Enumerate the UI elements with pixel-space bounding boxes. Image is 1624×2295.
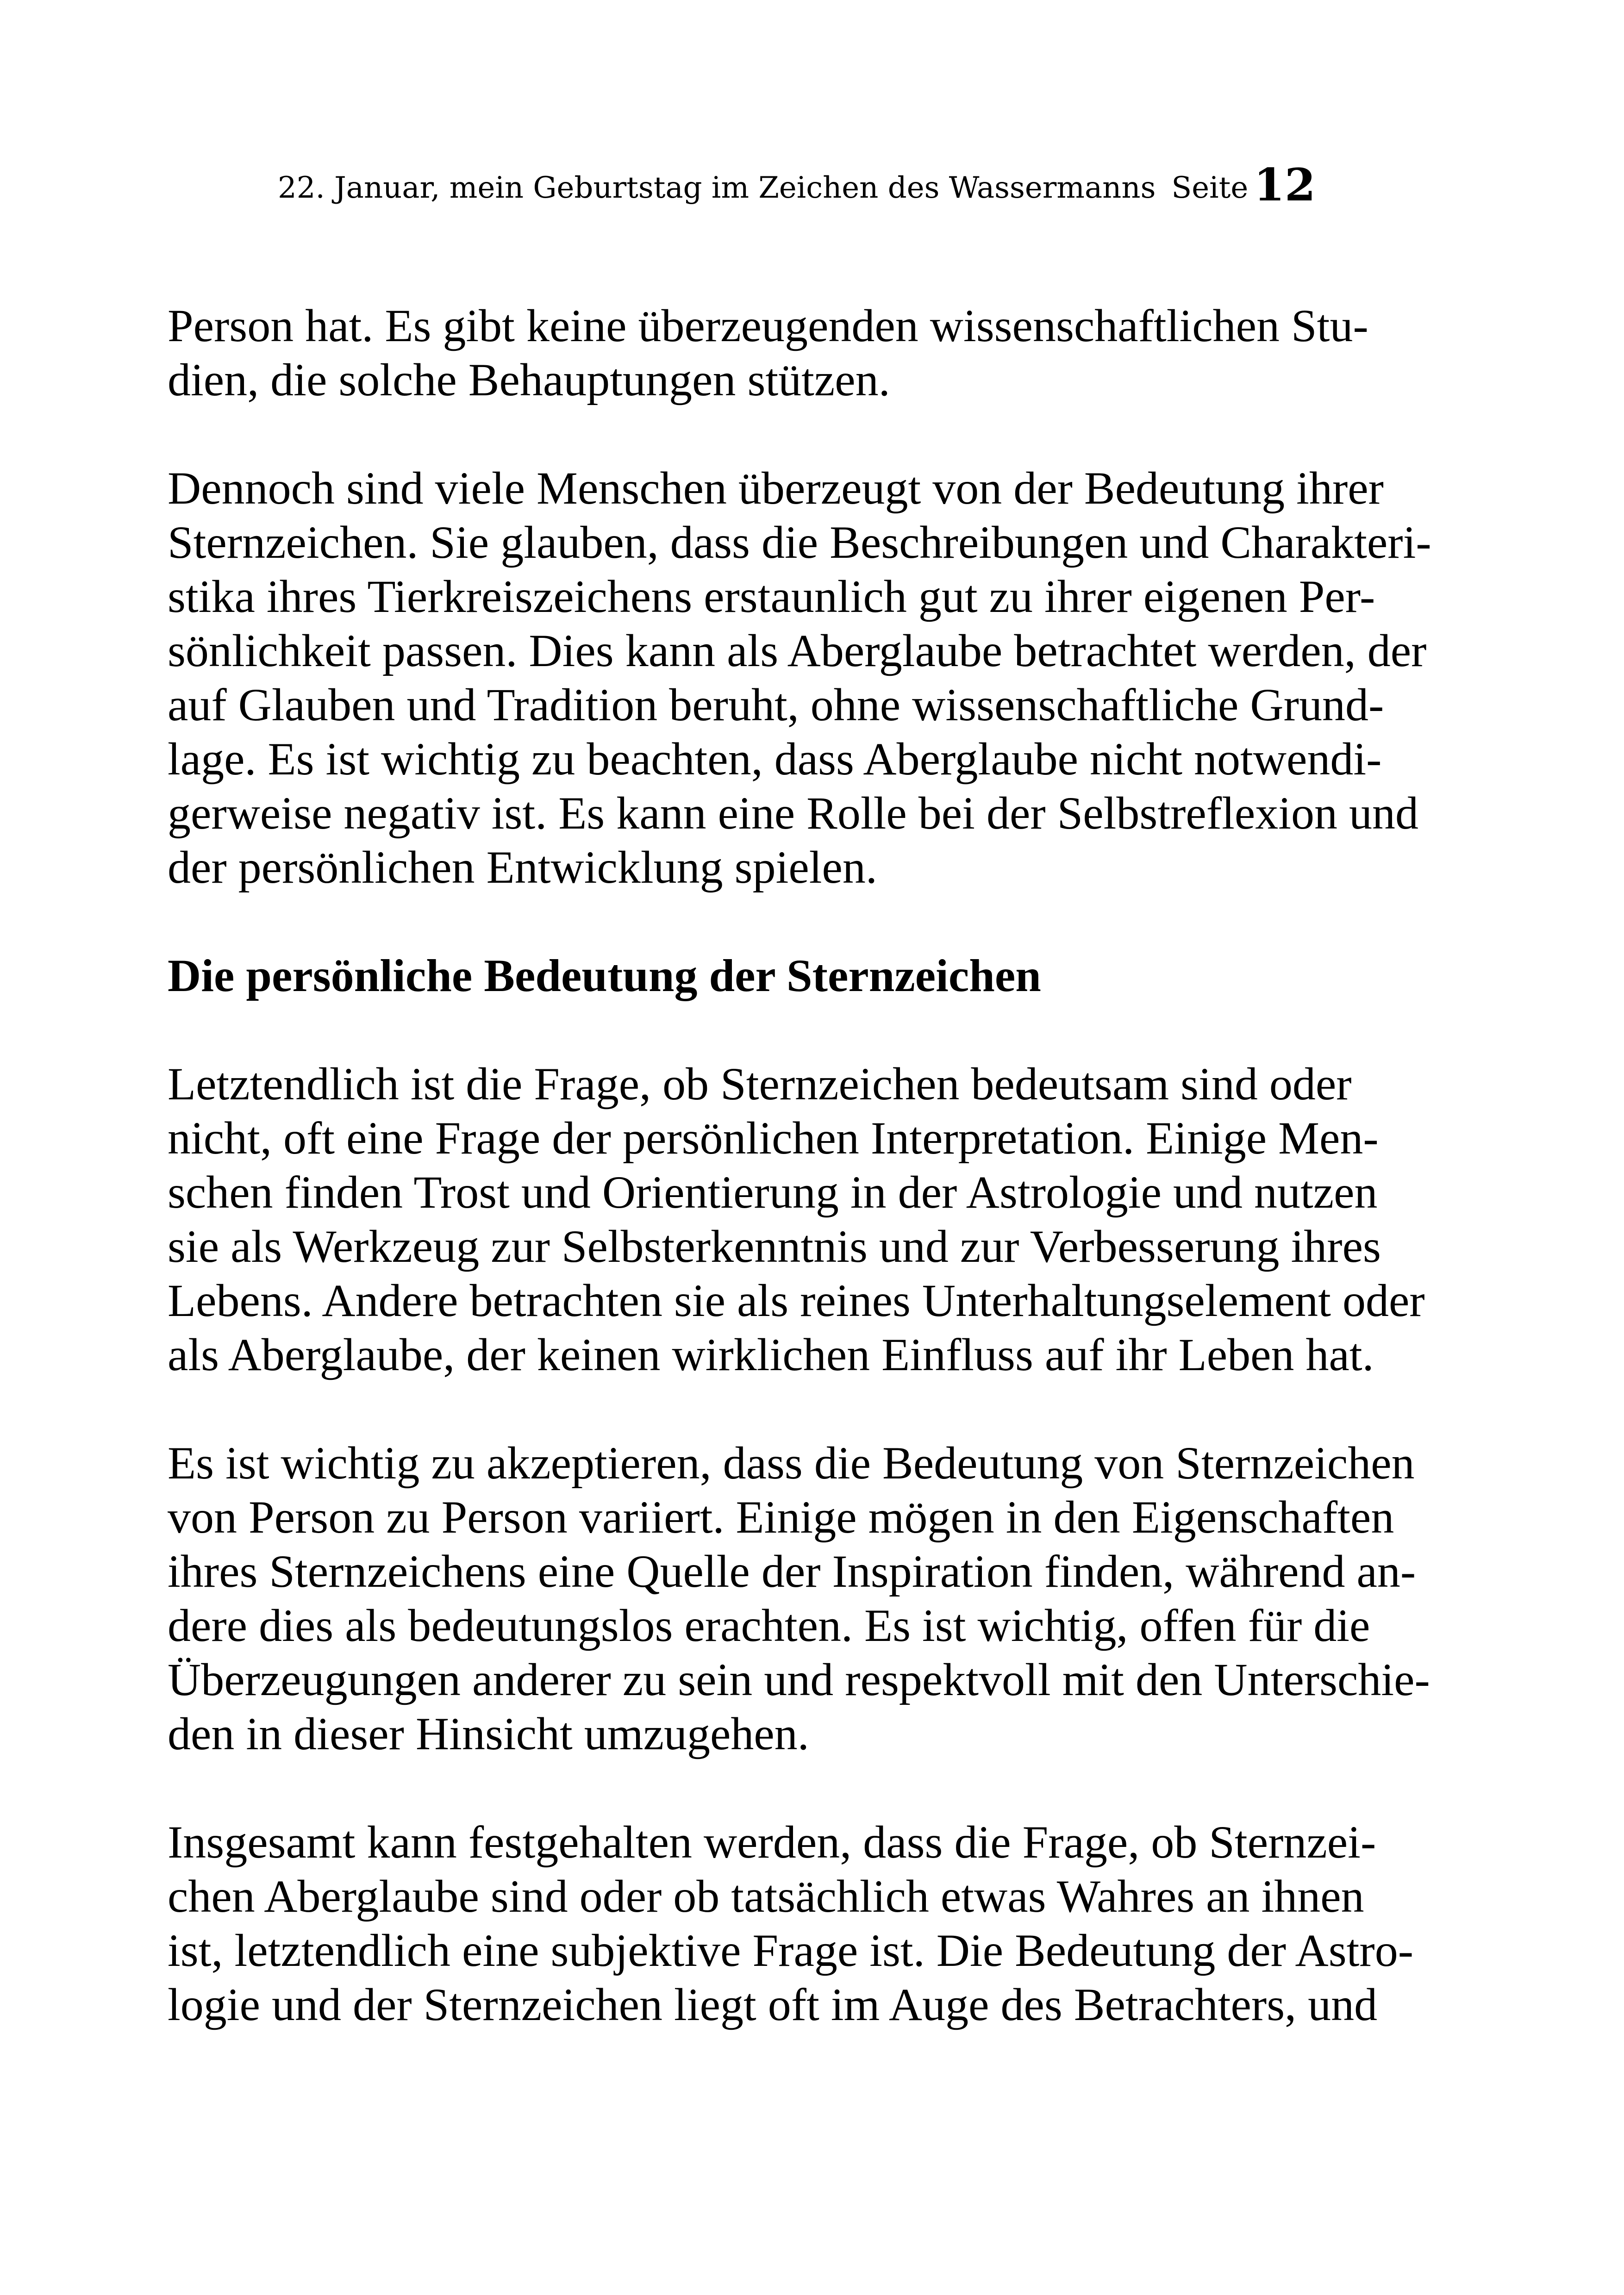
text-line: stika ihres Tierkreiszeichens erstaunlich gut zu ihrer eigenen Per- bbox=[168, 571, 1375, 622]
text-line: dien, die solche Behauptungen stützen. bbox=[168, 354, 890, 405]
section-heading: Die persönliche Bedeutung der Sternzeichen bbox=[168, 950, 1041, 1001]
text-line: Insgesamt kann festgehalten werden, dass die Frage, ob Sternzei- bbox=[168, 1816, 1376, 1868]
text-line: Person hat. Es gibt keine überzeugenden wissenschaftlichen Stu- bbox=[168, 300, 1368, 351]
text-line: sönlichkeit passen. Dies kann als Aberglaube betrachtet werden, der bbox=[168, 625, 1427, 676]
body-text bbox=[168, 299, 1455, 2086]
running-title: 22. Januar, mein Geburtstag im Zeichen des Wassermanns bbox=[278, 171, 1156, 205]
text-line: den in dieser Hinsicht umzugehen. bbox=[168, 1708, 809, 1759]
text-line: chen Aberglaube sind oder ob tatsächlich etwas Wahres an ihnen bbox=[168, 1871, 1364, 1922]
paragraph bbox=[168, 1436, 1455, 1761]
text-line: schen finden Trost und Orientierung in der Astrologie und nutzen bbox=[168, 1166, 1378, 1218]
paragraph bbox=[168, 299, 1455, 407]
text-line: Es ist wichtig zu akzeptieren, dass die Bedeutung von Sternzeichen bbox=[168, 1437, 1415, 1489]
text-line: lage. Es ist wichtig zu beachten, dass Aberglaube nicht notwendi- bbox=[168, 733, 1382, 785]
text-line: Dennoch sind viele Menschen überzeugt von der Bedeutung ihrer bbox=[168, 462, 1384, 514]
text-line: Lebens. Andere betrachten sie als reines Unterhaltungselement oder bbox=[168, 1275, 1425, 1326]
text-line: Überzeugungen anderer zu sein und respektvoll mit den Unterschie- bbox=[168, 1654, 1430, 1705]
text-line: als Aberglaube, der keinen wirklichen Einfluss auf ihr Leben hat. bbox=[168, 1329, 1374, 1380]
text-line: gerweise negativ ist. Es kann eine Rolle bei der Selbstreflexion und bbox=[168, 787, 1419, 839]
text-line: nicht, oft eine Frage der persönlichen Interpretation. Einige Men- bbox=[168, 1112, 1379, 1164]
text-line: der persönlichen Entwicklung spielen. bbox=[168, 842, 877, 893]
page-number: 12 bbox=[1254, 159, 1316, 211]
page-label: Seite bbox=[1171, 171, 1249, 205]
text-line: logie und der Sternzeichen liegt oft im Auge des Betrachters, und bbox=[168, 1979, 1378, 2030]
paragraph bbox=[168, 1815, 1455, 2032]
text-line: von Person zu Person variiert. Einige mögen in den Eigenschaften bbox=[168, 1491, 1394, 1543]
text-line: auf Glauben und Tradition beruht, ohne wissenschaftliche Grund- bbox=[168, 679, 1384, 730]
text-line: ihres Sternzeichens eine Quelle der Inspiration finden, während an- bbox=[168, 1546, 1416, 1597]
text-line: dere dies als bedeutungslos erachten. Es ist wichtig, offen für die bbox=[168, 1600, 1370, 1651]
text-line: ist, letztendlich eine subjektive Frage ist. Die Bedeutung der Astro- bbox=[168, 1925, 1414, 1976]
paragraph bbox=[168, 1057, 1455, 1382]
text-line: Sternzeichen. Sie glauben, dass die Beschreibungen und Charakteri- bbox=[168, 517, 1431, 568]
text-line: sie als Werkzeug zur Selbsterkenntnis und zur Verbesserung ihres bbox=[168, 1221, 1381, 1272]
paragraph bbox=[168, 461, 1455, 894]
text-line: Letztendlich ist die Frage, ob Sternzeichen bedeutsam sind oder bbox=[168, 1058, 1352, 1110]
running-header bbox=[278, 159, 1389, 211]
